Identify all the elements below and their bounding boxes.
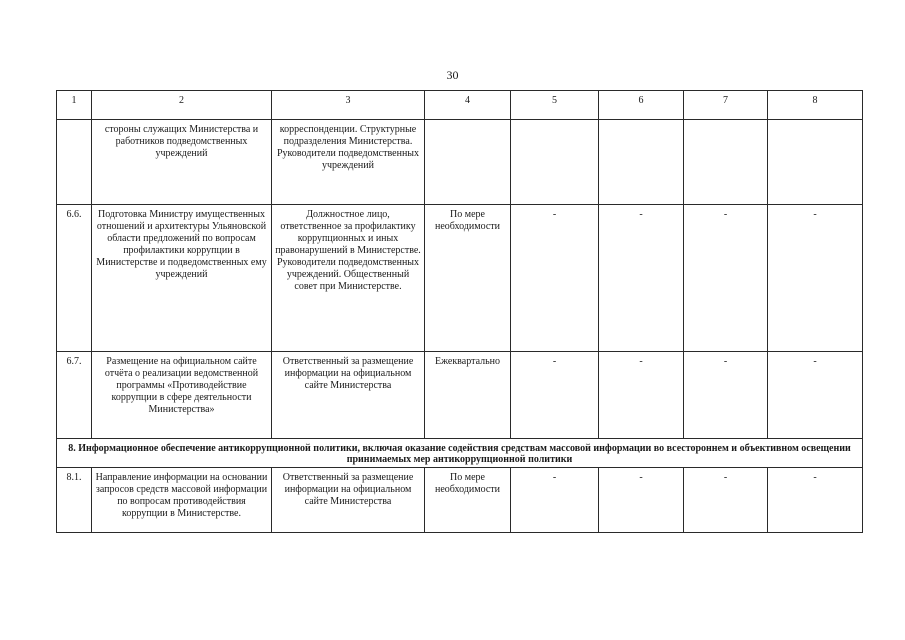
column-header: 2	[92, 91, 272, 120]
section-row	[57, 439, 863, 468]
table-header-row	[57, 91, 863, 120]
value-cell: -	[511, 205, 599, 352]
measure-cell: Размещение на официальном сайте отчёта о реализации ведомственной программы «Противодействие коррупции в сфере деятельности Министерства»	[92, 352, 272, 439]
page-number: 30	[446, 68, 459, 82]
table-row	[57, 205, 863, 352]
deadline-cell: Ежеквартально	[425, 352, 511, 439]
table-row	[57, 352, 863, 439]
value-cell: -	[768, 205, 863, 352]
value-cell: -	[684, 468, 768, 533]
value-cell: -	[684, 352, 768, 439]
section-heading: 8. Информационное обеспечение антикоррупционной политики, включая оказание содействия средствам массовой информации во всестороннем и объективном освещении принимаемых мер антикоррупционной политики	[57, 439, 863, 468]
value-cell	[511, 120, 599, 205]
column-header: 1	[57, 91, 92, 120]
row-number: 6.6.	[57, 205, 92, 352]
value-cell: -	[684, 205, 768, 352]
column-header: 5	[511, 91, 599, 120]
plan-table	[56, 90, 863, 533]
value-cell	[599, 120, 684, 205]
measure-cell: Направление информации на основании запросов средств массовой информации по вопросам противодействия коррупции в Министерстве.	[92, 468, 272, 533]
value-cell: -	[599, 205, 684, 352]
responsible-cell: Ответственный за размещение информации на официальном сайте Министерства	[272, 352, 425, 439]
row-number	[57, 120, 92, 205]
deadline-cell	[425, 120, 511, 205]
responsible-cell: корреспонденции. Структурные подразделения Министерства. Руководители подведомственных учреждений	[272, 120, 425, 205]
value-cell: -	[511, 468, 599, 533]
value-cell: -	[599, 352, 684, 439]
responsible-cell: Должностное лицо, ответственное за профилактику коррупционных и иных правонарушений в Министерстве. Руководители подведомственных учреждений. Общественный совет при Министерстве.	[272, 205, 425, 352]
column-header: 7	[684, 91, 768, 120]
column-header: 6	[599, 91, 684, 120]
value-cell: -	[511, 352, 599, 439]
value-cell: -	[768, 352, 863, 439]
deadline-cell: По мере необходимости	[425, 468, 511, 533]
column-header: 8	[768, 91, 863, 120]
column-header: 4	[425, 91, 511, 120]
value-cell	[684, 120, 768, 205]
table-row	[57, 468, 863, 533]
value-cell: -	[768, 468, 863, 533]
value-cell: -	[599, 468, 684, 533]
deadline-cell: По мере необходимости	[425, 205, 511, 352]
table-row	[57, 120, 863, 205]
row-number: 6.7.	[57, 352, 92, 439]
measure-cell: стороны служащих Министерства и работников подведомственных учреждений	[92, 120, 272, 205]
measure-cell: Подготовка Министру имущественных отношений и архитектуры Ульяновской области предложений по вопросам профилактики коррупции в Министерстве и подведомственных ему учреждений	[92, 205, 272, 352]
value-cell	[768, 120, 863, 205]
responsible-cell: Ответственный за размещение информации на официальном сайте Министерства	[272, 468, 425, 533]
column-header: 3	[272, 91, 425, 120]
row-number: 8.1.	[57, 468, 92, 533]
